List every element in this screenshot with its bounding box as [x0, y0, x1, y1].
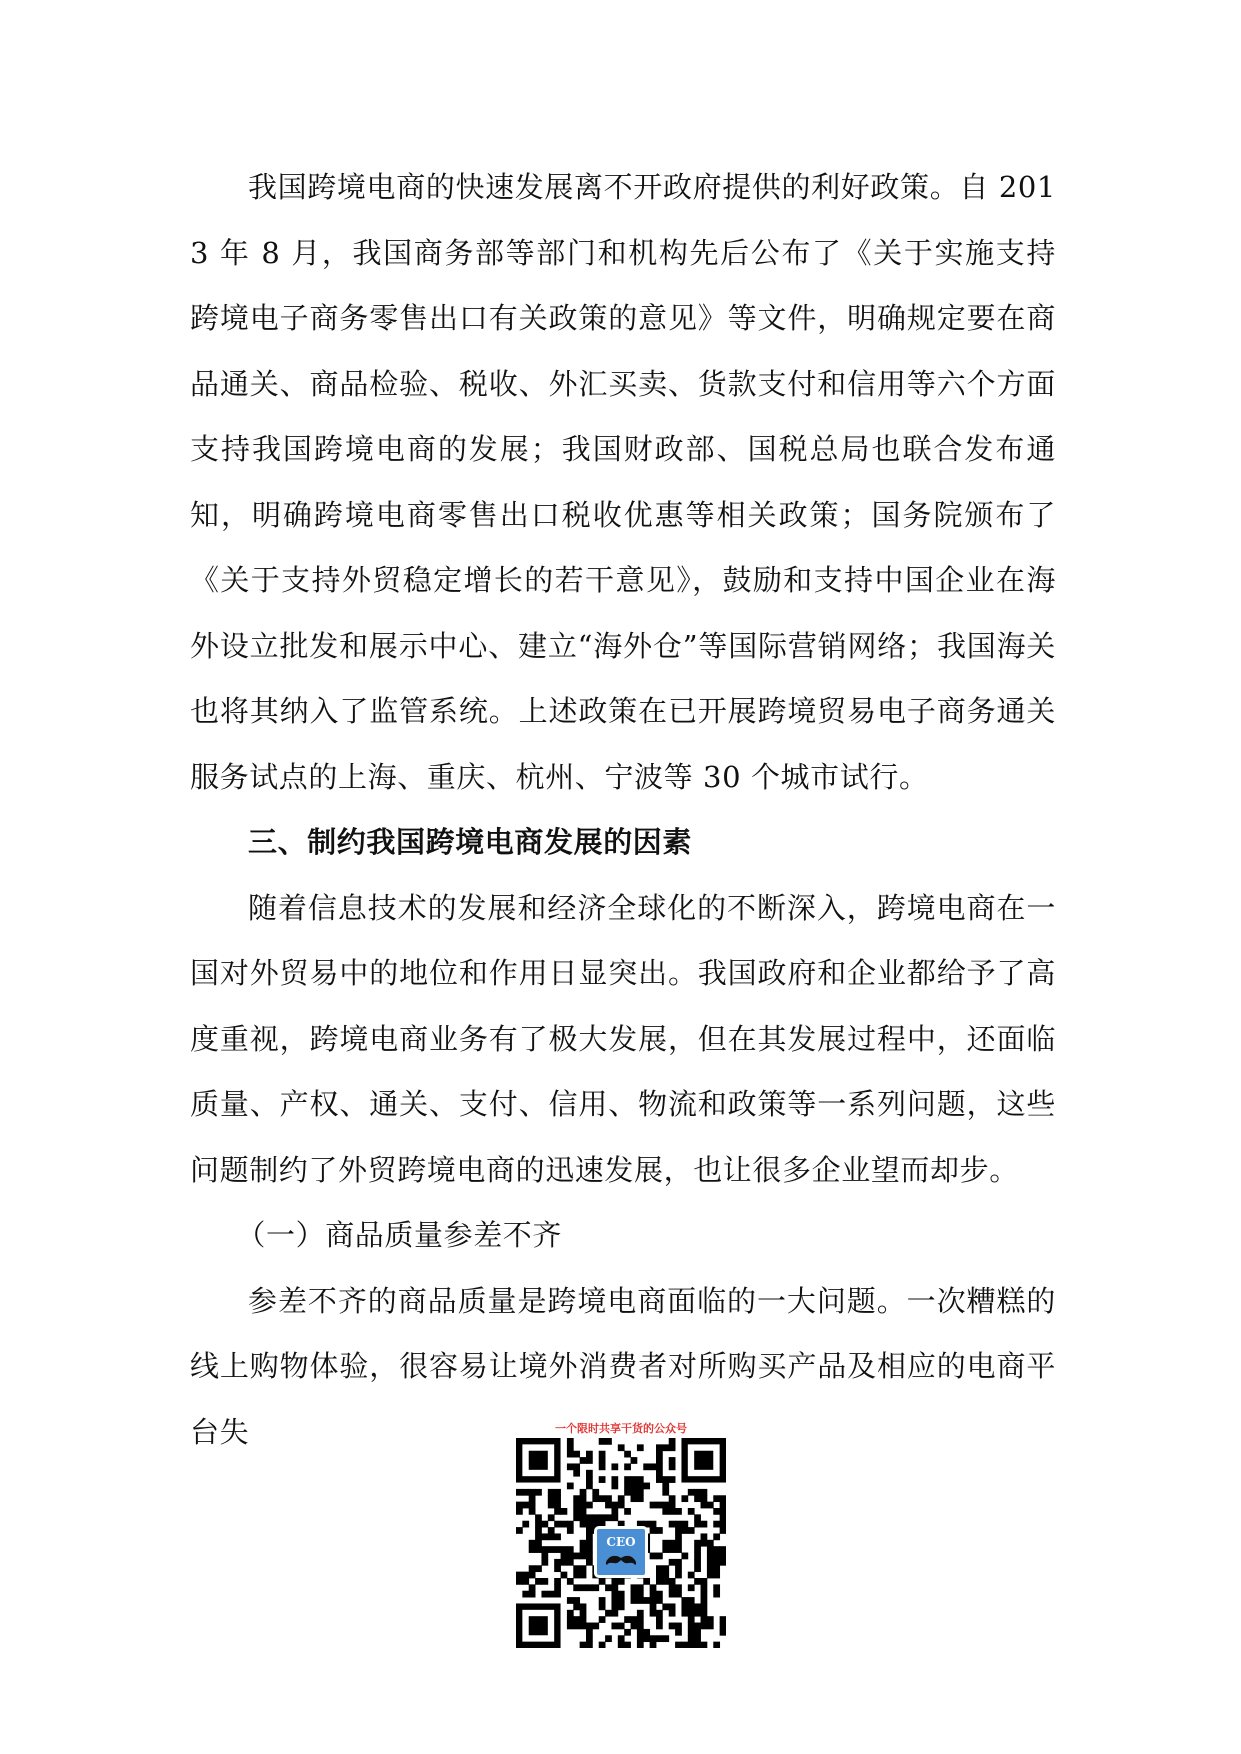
paragraph-policy: 我国跨境电商的快速发展离不开政府提供的利好政策。自 2013 年 8 月，我国商务部等部门和机构先后公布了《关于实施支持跨境电子商务零售出口有关政策的意见》等文件，明确规定要在商品通关、商品检验、税收、外汇买卖、货款支付和信用等六个方面支持我国跨境电商的发展；我国财政部、国税总局也联合发布通知，明确跨境电商零售出口税收优惠等相关政策；国务院颁布了《关于支持外贸稳定增长的若干意见》，鼓励和支持中国企业在海外设立批发和展示中心、建立“海外仓”等国际营销网络；我国海关也将其纳入了监管系统。上述政策在已开展跨境贸易电子商务通关服务试点的上海、重庆、杭州、宁波等 30 个城市试行。: [190, 170, 1056, 794]
mustache-icon: [605, 1555, 637, 1567]
paragraph-quality: 参差不齐的商品质量是跨境电商面临的一大问题。一次糟糕的线上购物体验，很容易让境外消费者对所购买产品及相应的电商平台失: [190, 1283, 1056, 1449]
ceo-logo-icon: CEO: [594, 1526, 648, 1578]
qr-caption: 一个限时共享干货的公众号: [555, 1423, 687, 1435]
section-heading: 三、制约我国跨境电商发展的因素: [248, 825, 693, 859]
paragraph-factors: 随着信息技术的发展和经济全球化的不断深入，跨境电商在一国对外贸易中的地位和作用日显突出。我国政府和企业都给予了高度重视，跨境电商业务有了极大发展，但在其发展过程中，还面临质量、产权、通关、支付、信用、物流和政策等一系列问题，这些问题制约了外贸跨境电商的迅速发展，也让很多企业望而却步。: [190, 890, 1056, 1187]
qr-code: [516, 1438, 726, 1648]
document-body: [190, 155, 1056, 1465]
subsection-heading: （一）商品质量参差不齐: [236, 1218, 562, 1252]
qr-code-block: [516, 1420, 726, 1648]
